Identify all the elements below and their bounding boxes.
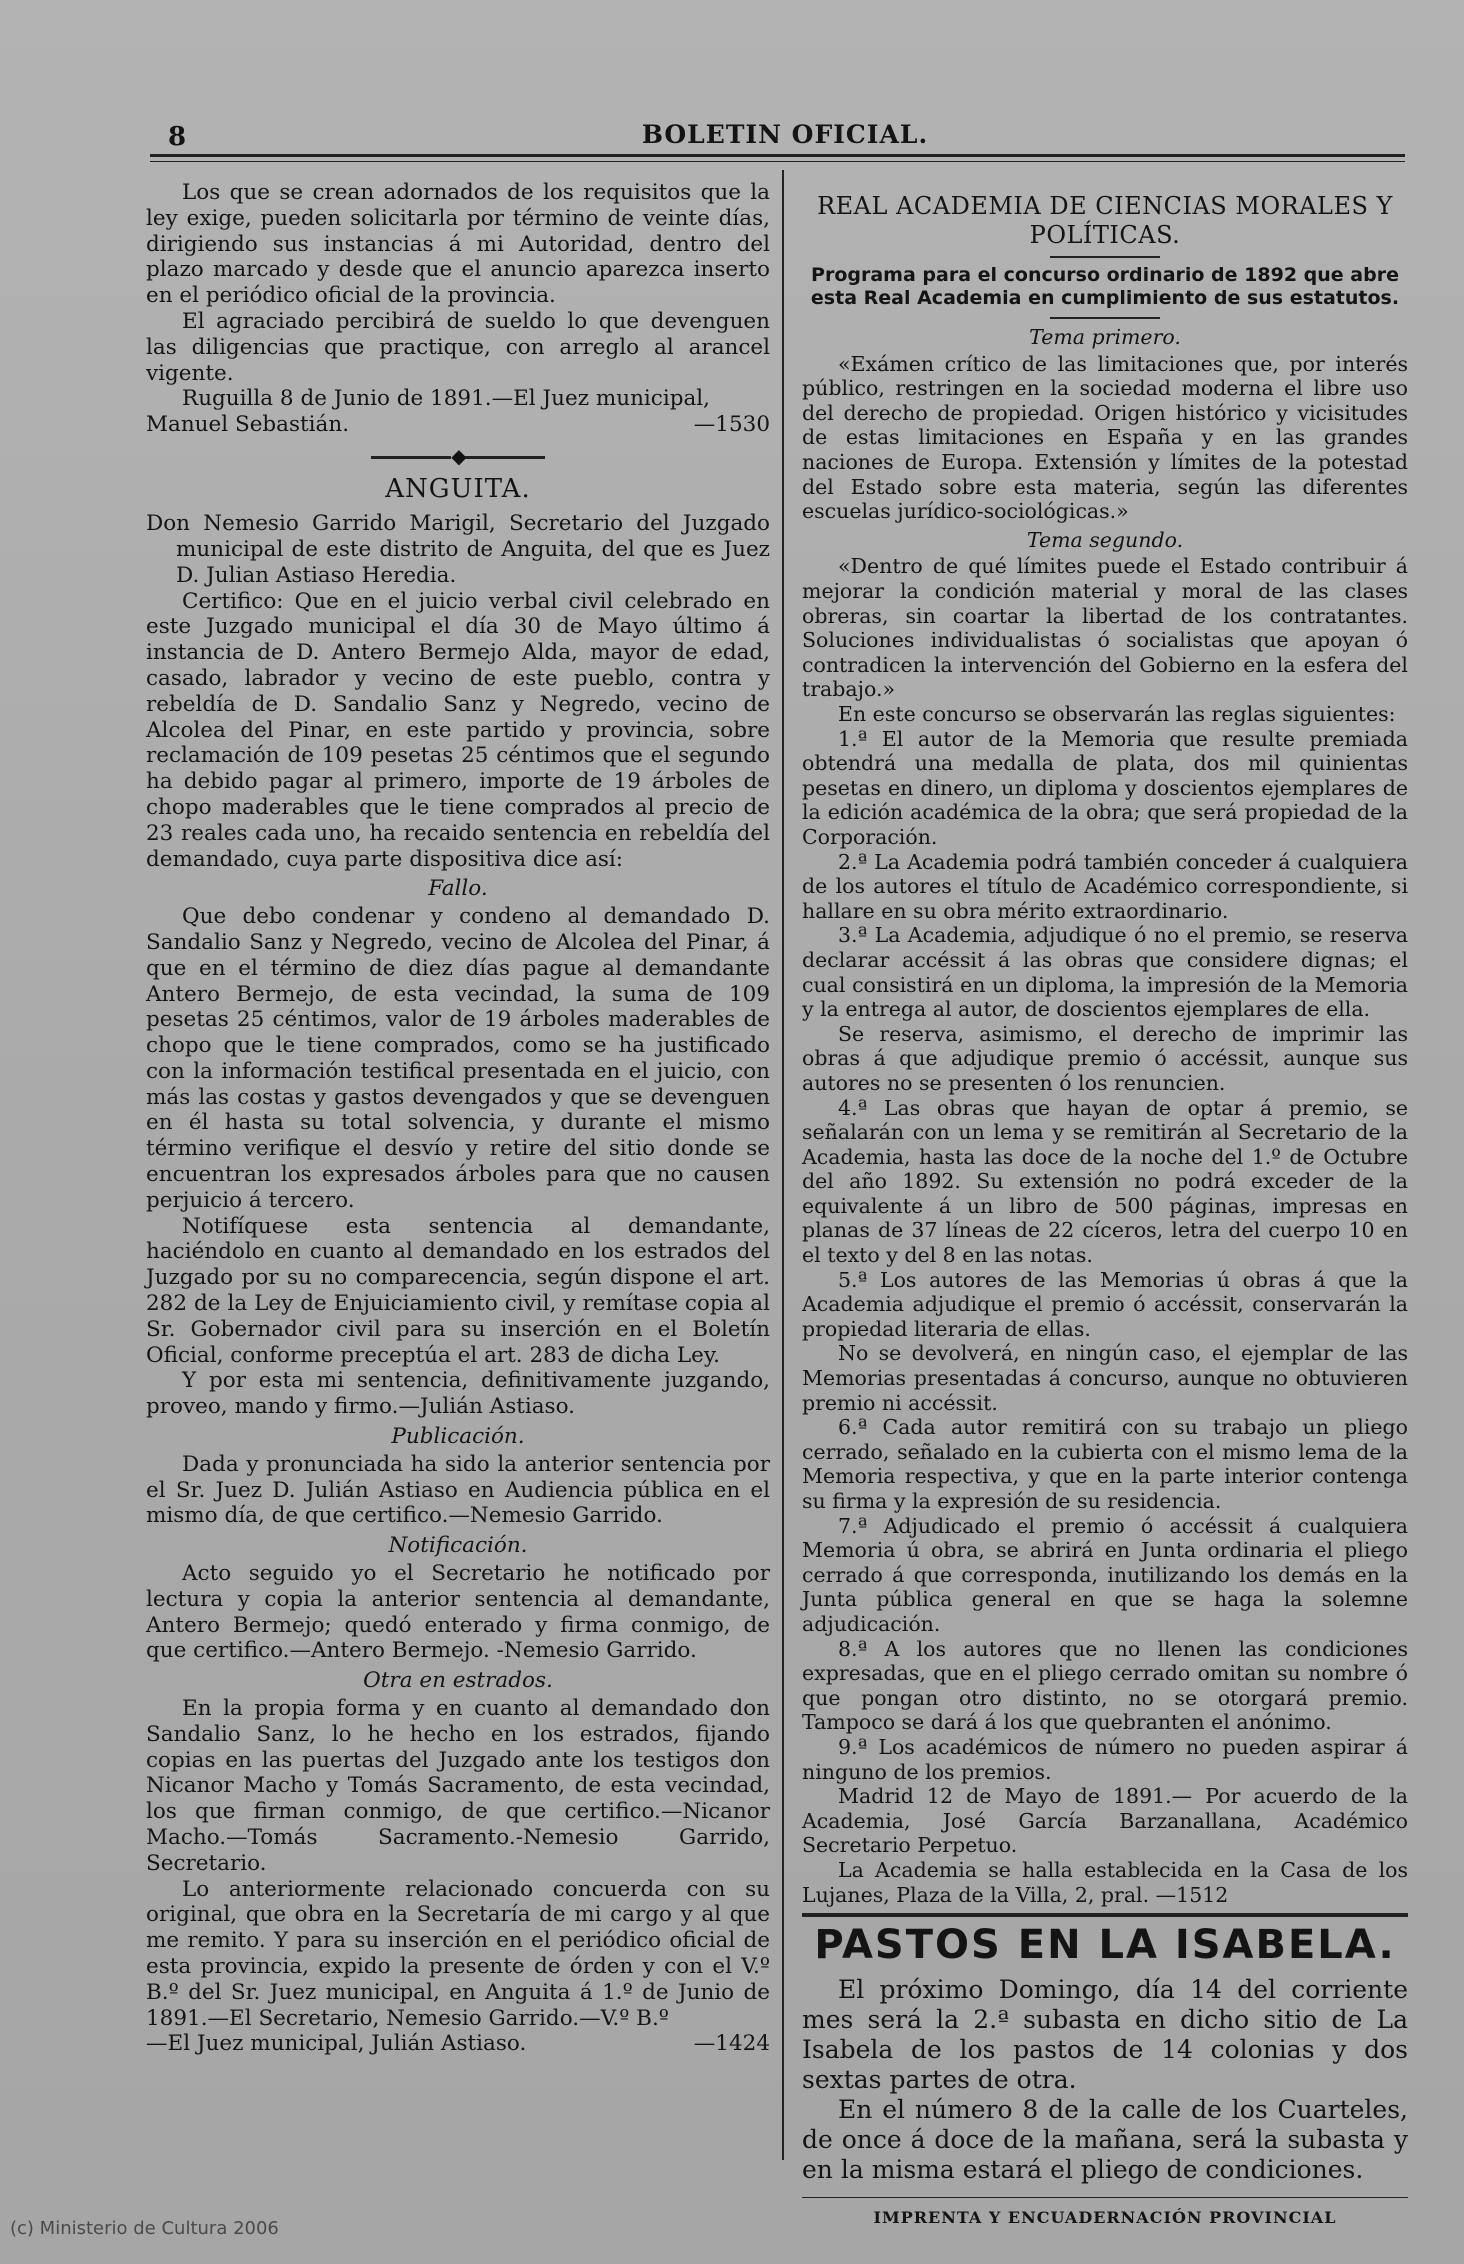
title-rule xyxy=(1050,256,1160,258)
paragraph: Ruguilla 8 de Junio de 1891.—El Juez municipal, xyxy=(182,386,711,412)
paragraph: En la propia forma y en cuanto al demandado don Sandalio Sanz, lo he hecho en los estrados, fijando copias en las puertas del Juzgado ante los testigos don Nicanor Macho y Tomás Sacramento, de esta vecindad, los que firman conmigo, de que certifico.—Nicanor Macho.—Tomás Sacramento.-Nemesio Garrido, Secretario. xyxy=(146,1696,770,1876)
subheading-tema-primero: Tema primero. xyxy=(1029,325,1181,350)
signature-row xyxy=(146,2031,770,2057)
rule-item: 5.ª Los autores de las Memorias ú obras á que la Academia adjudique el premio ó accéssit, conservarán la propiedad literaria de ellas. xyxy=(802,1267,1408,1341)
paragraph: Los que se crean adornados de los requisitos que la ley exige, pueden solicitarla por término de veinte días, dirigiendo sus instancias á mi Autoridad, dentro del plazo marcado y desde que el anuncio aparezca inserto en el periódico oficial de la provincia. xyxy=(146,180,770,309)
paragraph: En el número 8 de la calle de los Cuarteles, de once á doce de la mañana, será la subasta y en la misma estará el pliego de condiciones. xyxy=(802,2095,1408,2185)
left-column xyxy=(146,180,770,2057)
paragraph: En este concurso se observarán las reglas siguientes: xyxy=(838,702,1396,726)
section-title-pastos: PASTOS EN LA ISABELA. xyxy=(814,1922,1396,1969)
paragraph: Madrid 12 de Mayo de 1891.— Por acuerdo de la Academia, José García Barzanallana, Académico Secretario Perpetuo. xyxy=(802,1784,1408,1858)
rule-item: 8.ª A los autores que no llenen las condiciones expresadas, que en el pliego cerrado omitan su nombre ó que pongan otro distinto, no se otorgará premio. Tampoco se dará á los que quebranten el anónimo. xyxy=(802,1636,1408,1735)
paragraph: Se reserva, asimismo, el derecho de imprimir las obras á que adjudique premio ó accéssit, aunque sus autores no se presenten ó los renuncien. xyxy=(802,1021,1408,1095)
rule-item: 2.ª La Academia podrá también conceder á cualquiera de los autores el título de Académico correspondiente, si hallare en su obra mérito extraordinario. xyxy=(802,849,1408,923)
title-rule xyxy=(1050,317,1160,319)
paragraph: El próximo Domingo, día 14 del corriente mes será la 2.ª subasta en dicho sitio de La Isabela de los pastos de 14 colonias y dos sextas partes de otra. xyxy=(802,1975,1408,2095)
signature-name: Manuel Sebastián. xyxy=(146,412,350,438)
paragraph: Lo anteriormente relacionado concuerda con su original, que obra en la Secretaría de mi cargo y al que me remito. Y para su inserción en el periódico oficial de esta provincia, expido la presente de órden y con el V.º B.º del Sr. Juez municipal, en Anguita á 1.º de Junio de 1891.—El Secretario, Nemesio Garrido.—V.º B.º xyxy=(146,1876,770,2031)
section-title-academia: REAL ACADEMIA DE CIENCIAS MORALES Y POLÍTICAS. xyxy=(817,192,1393,249)
running-title: BOLETIN OFICIAL. xyxy=(641,120,929,149)
paragraph: Don Nemesio Garrido Marigil, Secretario del Juzgado municipal de este distrito de Anguita, del que es Juez D. Julian Astiaso Heredia. xyxy=(146,511,770,588)
academy-address: La Academia se halla establecida en la Casa de los Lujanes, Plaza de la Villa, 2, pral. xyxy=(802,1857,1408,1907)
header-rule xyxy=(150,154,1405,157)
section-rule xyxy=(802,1913,1408,1917)
subheading-otra-en-estrados: Otra en estrados. xyxy=(363,1668,553,1694)
page-number: 8 xyxy=(168,122,187,152)
paragraph xyxy=(802,1858,1408,1907)
copyright-notice: (c) Ministerio de Cultura 2006 xyxy=(10,2218,279,2239)
pastos-notice xyxy=(802,1975,1408,2185)
section-title-anguita: ANGUITA. xyxy=(385,473,531,504)
page-header xyxy=(160,112,1410,152)
paragraph: Certifico: Que en el juicio verbal civil celebrado en este Juzgado municipal el día 30 de Mayo último á instancia de D. Antero Bermejo Alda, mayor de edad, casado, labrador y vecino de este pueblo, contra y rebeldía de D. Sandalio Sanz y Negredo, vecino de Alcolea del Pinar, en este partido y provincia, sobre reclamación de 109 pesetas 25 céntimos que el segundo ha debido pagar al primero, importe de 19 árboles de chopo maderables que le tiene comprados al precio de 23 reales cada uno, ha recaido sentencia en rebeldía del demandado, cuya parte dispositiva dice así: xyxy=(146,588,770,872)
paragraph: «Dentro de qué límites puede el Estado contribuir á mejorar la condición material y moral de las clases obreras, sin coartar la libertad de los contratantes. Soluciones individualistas ó socialistas que apoyan ó contradicen la intervención del Gobierno en la esfera del trabajo.» xyxy=(802,554,1408,702)
reference-number: —1424 xyxy=(693,2031,770,2057)
subheading-fallo: Fallo. xyxy=(428,876,488,902)
printer-imprint: IMPRENTA Y ENCUADERNACIÓN PROVINCIAL xyxy=(802,2197,1408,2227)
paragraph: El agraciado percibirá de sueldo lo que devenguen las diligencias que practique, con arreglo al arancel vigente. xyxy=(146,308,770,386)
paragraph: «Exámen crítico de las limitaciones que, por interés público, restringen en la sociedad moderna el libre uso del derecho de propiedad. Origen histórico y vicisitudes de estas limitaciones en España y en las grandes naciones de Europa. Extensión y límites de la potestad del Estado sobre esta materia, según las diferentes escuelas jurídico-sociológicas.» xyxy=(802,351,1408,524)
paragraph: Notifíquese esta sentencia al demandante, haciéndolo en cuanto al demandado en los estrados del Juzgado por su no comparecencia, según dispone el art. 282 de la Ley de Enjuiciamiento civil, y remítase copia al Sr. Gobernador civil para su inserción en el Boletín Oficial, conforme preceptúa el art. 283 de dicha Ley. xyxy=(146,1213,770,1368)
subheading-tema-segundo: Tema segundo. xyxy=(1026,527,1184,552)
reference-number: —1512 xyxy=(1155,1882,1229,1907)
rule-item: 4.ª Las obras que hayan de optar á premio, se señalarán con un lema y se remitirán al Secretario de la Academia, hasta las doce de la noche del 1.º de Octubre del año 1892. Su extensión no podrá exceder de la equivalente á un libro de 500 páginas, impresas en planas de 37 líneas de 22 cíceros, letra del cuerpo 10 en el texto y del 8 en las notas. xyxy=(802,1095,1408,1268)
header-rule-thin xyxy=(150,161,1405,162)
column-divider xyxy=(782,170,784,2160)
paragraph: Y por esta mi sentencia, definitivamente juzgando, proveo, mando y firmo.—Julián Astiaso. xyxy=(146,1368,770,1420)
ornament-divider: ◆ xyxy=(146,444,770,468)
reference-number: —1530 xyxy=(693,412,770,438)
signature-row xyxy=(146,412,770,438)
paragraph: Dada y pronunciada ha sido la anterior sentencia por el Sr. Juez D. Julián Astiaso en Audiencia pública en el mismo día, de que certifico.—Nemesio Garrido. xyxy=(146,1451,770,1529)
rule-item: 1.ª El autor de la Memoria que resulte premiada obtendrá una medalla de plata, dos mil quinientas pesetas en dinero, un diploma y doscientos ejemplares de la edición académica de la obra; que será propiedad de la Corporación. xyxy=(802,726,1408,849)
right-column xyxy=(802,180,1408,2227)
rule-item: 9.ª Los académicos de número no pueden aspirar á ninguno de los premios. xyxy=(802,1734,1408,1784)
programa-heading: Programa para el concurso ordinario de 1892 que abre esta Real Academia en cumplimiento de sus estatutos. xyxy=(810,263,1400,310)
subheading-notificacion: Notificación. xyxy=(388,1533,528,1559)
paragraph: Acto seguido yo el Secretario he notificado por lectura y copia la anterior sentencia al demandante, Antero Bermejo; quedó enterado y firma conmigo, de que certifico.—Antero Bermejo. -Nemesio Garrido. xyxy=(146,1561,770,1664)
paragraph: Que debo condenar y condeno al demandado D. Sandalio Sanz y Negredo, vecino de Alcolea del Pinar, á que en el término de diez días pague al demandante Antero Bermejo, de esta vecindad, la suma de 109 pesetas 25 céntimos, valor de 19 árboles maderables de chopo que le tiene comprados, como se ha justificado con la información testifical presentada en el juicio, con más las costas y gastos devengados y que se devenguen en él hasta su total solvencia, y durante el mismo término verifique el desvío y retire del sitio donde se encuentran los expresados árboles para que no causen perjuicio á tercero. xyxy=(146,904,770,1213)
rule-item: 6.ª Cada autor remitirá con su trabajo un pliego cerrado, señalado en la cubierta con el mismo lema de la Memoria respectiva, y que en la parte interior contenga su firma y la expresión de su residencia. xyxy=(802,1415,1408,1513)
subheading-publicacion: Publicación. xyxy=(391,1424,525,1450)
rule-item: 3.ª La Academia, adjudique ó no el premio, se reserva declarar accéssit á las obras que considere dignas; el cual consistirá en un diploma, la impresión de la Memoria y la entrega al autor, de doscientos ejemplares de ella. xyxy=(802,923,1408,1022)
signature-name: —El Juez municipal, Julián Astiaso. xyxy=(146,2031,527,2057)
rule-item: 7.ª Adjudicado el premio ó accéssit á cualquiera Memoria ú obra, se abrirá en Junta ordinaria el pliego cerrado á que corresponda, inutilizando los demás en la Junta pública general en que se haga la solemne adjudicación. xyxy=(802,1513,1408,1636)
paragraph: No se devolverá, en ningún caso, el ejemplar de las Memorias presentadas á concurso, aunque no obtuvieren premio ni accéssit. xyxy=(802,1341,1408,1415)
